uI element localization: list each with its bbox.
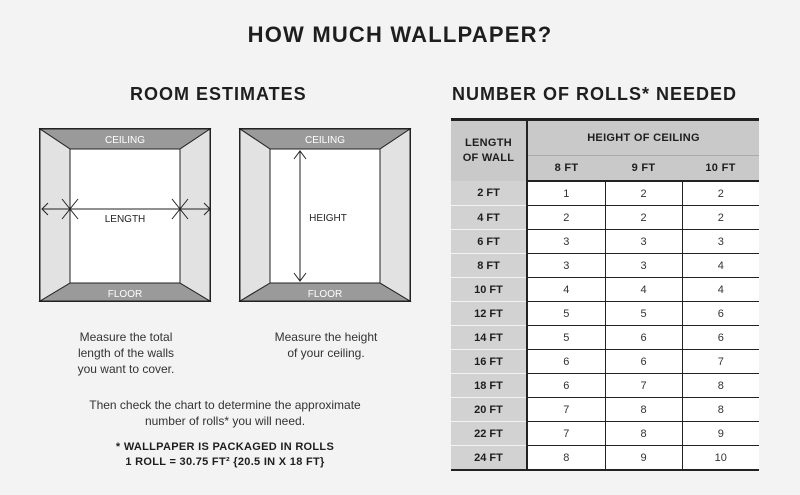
row-length-cell: 8 FT (451, 254, 527, 278)
row-length-cell: 10 FT (451, 278, 527, 302)
rolls-cell: 9 (605, 446, 682, 471)
rolls-cell: 7 (682, 350, 759, 374)
caption-line: you want to cover. (77, 362, 175, 376)
rolls-cell: 6 (605, 350, 682, 374)
rolls-cell: 3 (605, 230, 682, 254)
room-length-diagram (38, 127, 214, 305)
rolls-cell: 4 (527, 278, 605, 302)
left-wall (240, 129, 270, 301)
row-length-cell: 2 FT (451, 181, 527, 206)
column-header: 9 FT (605, 156, 682, 182)
table-row (451, 446, 759, 471)
caption-line: length of the walls (77, 346, 175, 360)
row-length-cell: 16 FT (451, 350, 527, 374)
floor-label: FLOOR (307, 289, 343, 300)
rolls-cell: 7 (527, 398, 605, 422)
rolls-cell: 4 (682, 278, 759, 302)
rolls-cell: 6 (605, 326, 682, 350)
length-of-wall-header (451, 120, 527, 182)
rolls-cell: 2 (682, 206, 759, 230)
instructions (60, 397, 390, 429)
table-row (451, 206, 759, 230)
row-length-cell: 20 FT (451, 398, 527, 422)
rolls-cell: 9 (682, 422, 759, 446)
rolls-cell: 3 (682, 230, 759, 254)
rolls-cell: 4 (605, 278, 682, 302)
ceiling-label: CEILING (104, 135, 146, 146)
note-line: 1 ROLL = 30.75 FT² {20.5 IN X 18 FT} (125, 456, 325, 468)
rolls-cell: 1 (527, 181, 605, 206)
rolls-cell: 8 (682, 374, 759, 398)
rolls-cell: 10 (682, 446, 759, 471)
table-row (451, 230, 759, 254)
row-length-cell: 24 FT (451, 446, 527, 471)
table-row (451, 398, 759, 422)
height-of-ceiling-header: HEIGHT OF CEILING (527, 120, 759, 156)
table-row (451, 422, 759, 446)
caption-line: Measure the height (274, 330, 378, 344)
caption-length (38, 329, 214, 377)
rolls-cell: 8 (605, 422, 682, 446)
rolls-cell: 3 (527, 230, 605, 254)
rolls-cell: 8 (605, 398, 682, 422)
table-row (451, 374, 759, 398)
rolls-needed-heading: NUMBER OF ROLLS* NEEDED (452, 84, 738, 104)
row-length-cell: 4 FT (451, 206, 527, 230)
note-line: * WALLPAPER IS PACKAGED IN ROLLS (115, 441, 335, 453)
rolls-cell: 4 (682, 254, 759, 278)
rolls-cell: 8 (682, 398, 759, 422)
height-label: HEIGHT (309, 213, 347, 224)
rolls-cell: 3 (605, 254, 682, 278)
rolls-cell: 2 (527, 206, 605, 230)
rolls-cell: 6 (527, 350, 605, 374)
instructions-line: number of rolls* you will need. (144, 414, 306, 428)
room-height-diagram (238, 127, 414, 305)
rolls-cell: 7 (527, 422, 605, 446)
instructions-line: Then check the chart to determine the approximate (89, 398, 361, 412)
right-wall (380, 129, 410, 301)
header-line: LENGTH (464, 137, 513, 149)
rolls-cell: 6 (682, 326, 759, 350)
rolls-cell: 2 (605, 181, 682, 206)
ceiling-label: CEILING (304, 135, 346, 146)
table-row (451, 181, 759, 206)
room-estimates-heading: ROOM ESTIMATES (130, 84, 307, 104)
rolls-cell: 2 (605, 206, 682, 230)
row-length-cell: 12 FT (451, 302, 527, 326)
row-length-cell: 18 FT (451, 374, 527, 398)
caption-line: Measure the total (79, 330, 173, 344)
page-title: HOW MUCH WALLPAPER? (247, 22, 553, 47)
table-row (451, 254, 759, 278)
rolls-cell: 5 (527, 302, 605, 326)
rolls-cell: 7 (605, 374, 682, 398)
length-label: LENGTH (104, 214, 146, 225)
rolls-cell: 6 (682, 302, 759, 326)
rolls-table (451, 118, 759, 471)
rolls-cell: 5 (605, 302, 682, 326)
roll-size-note (60, 440, 390, 470)
column-header: 10 FT (682, 156, 759, 182)
rolls-cell: 3 (527, 254, 605, 278)
table-row (451, 302, 759, 326)
table-row (451, 350, 759, 374)
row-length-cell: 14 FT (451, 326, 527, 350)
caption-line: of your ceiling. (287, 346, 365, 360)
rolls-cell: 6 (527, 374, 605, 398)
header-line: OF WALL (462, 152, 515, 164)
table-row (451, 278, 759, 302)
row-length-cell: 22 FT (451, 422, 527, 446)
floor-label: FLOOR (107, 289, 143, 300)
table-row (451, 326, 759, 350)
caption-height (238, 329, 414, 361)
rolls-cell: 8 (527, 446, 605, 471)
rolls-cell: 2 (682, 181, 759, 206)
column-header: 8 FT (527, 156, 605, 182)
row-length-cell: 6 FT (451, 230, 527, 254)
rolls-cell: 5 (527, 326, 605, 350)
